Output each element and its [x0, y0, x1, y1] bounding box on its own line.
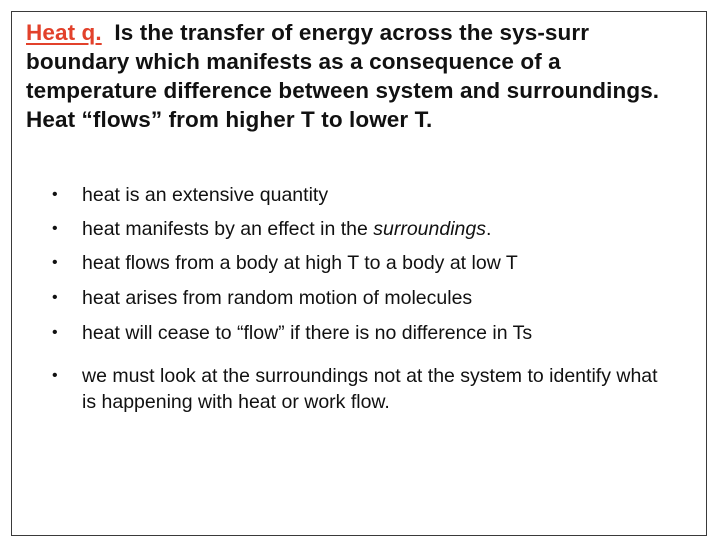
- bullet-marker: •: [52, 254, 58, 271]
- bullet-text: heat will cease to “flow” if there is no difference in Ts: [82, 322, 533, 344]
- bullet-marker: •: [52, 186, 58, 203]
- heat-definition: [26, 18, 696, 134]
- definition-term: Heat q.: [26, 20, 102, 45]
- definition-text: Is the transfer of energy across the sys-surr boundary which manifests as a consequence of a temperature difference between system and surroundings. Heat “flows” from higher T to lower T.: [26, 20, 660, 132]
- bullet-emphasis: surroundings: [373, 218, 486, 240]
- bullet-marker: •: [52, 367, 58, 384]
- bullet-marker: •: [52, 324, 58, 341]
- bullet-text: heat arises from random motion of molecules: [82, 287, 473, 309]
- bullet-text: heat flows from a body at high T to a body at low T: [82, 252, 518, 274]
- bullet-text: we must look at the surroundings not at the system to identify what is happening with heat or work flow.: [82, 365, 658, 413]
- bullet-text: heat is an extensive quantity: [82, 184, 329, 206]
- bullet-marker: •: [52, 289, 58, 306]
- bullet-text-before: heat manifests by an effect in the: [82, 218, 374, 240]
- bullet-text: [82, 216, 672, 242]
- bullet-text-after: .: [485, 218, 492, 240]
- bullet-marker: •: [52, 220, 58, 237]
